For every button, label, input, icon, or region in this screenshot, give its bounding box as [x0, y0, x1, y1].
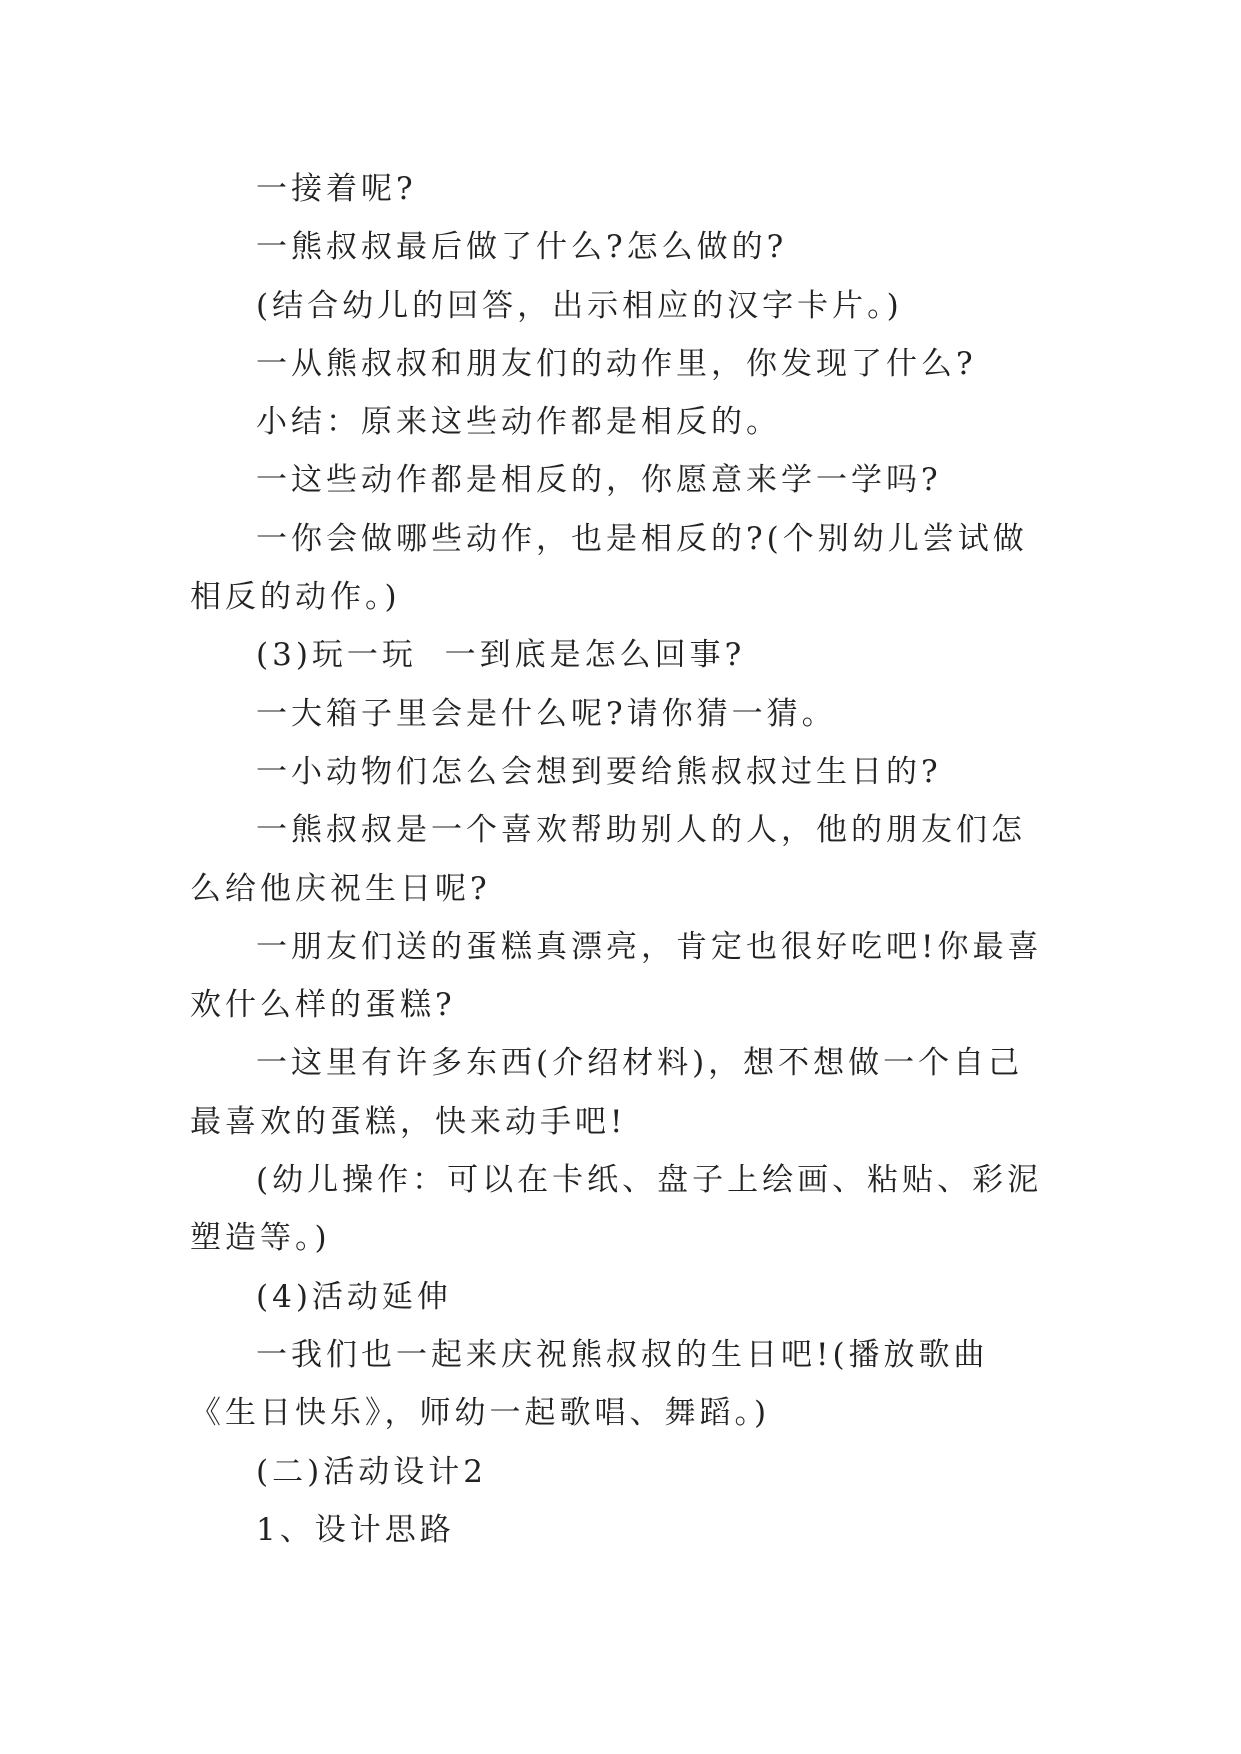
paragraph: (二)活动设计2: [256, 1453, 487, 1490]
paragraph: 一这些动作都是相反的，你愿意来学一学吗?: [256, 462, 942, 499]
paragraph: 一熊叔叔最后做了什么?怎么做的?: [256, 229, 788, 266]
paragraph: 一我们也一起来庆祝熊叔叔的生日吧!(播放歌曲《生日快乐》，师幼一起歌唱、舞蹈。): [190, 1336, 989, 1432]
paragraph: (幼儿操作：可以在卡纸、盘子上绘画、粘贴、彩泥塑造等。): [190, 1162, 1043, 1257]
paragraph: 1、设计思路: [256, 1511, 455, 1548]
paragraph: 小结：原来这些动作都是相反的。: [256, 404, 781, 441]
paragraph: (结合幼儿的回答，出示相应的汉字卡片。): [256, 287, 903, 324]
paragraph: 一朋友们送的蛋糕真漂亮，肯定也很好吃吧!你最喜欢什么样的蛋糕?: [190, 928, 1043, 1024]
paragraph: 一这里有许多东西(介绍材料)，想不想做一个自己最喜欢的蛋糕，快来动手吧!: [190, 1045, 1024, 1140]
document-body: [190, 160, 1058, 1559]
paragraph: 一你会做哪些动作，也是相反的?(个别幼儿尝试做相反的动作。): [190, 520, 1028, 616]
paragraph: (3)玩一玩 一到底是怎么回事?: [256, 637, 746, 674]
paragraph: 一大箱子里会是什么呢?请你猜一猜。: [256, 695, 837, 732]
paragraph: 一小动物们怎么会想到要给熊叔叔过生日的?: [256, 753, 942, 790]
paragraph: (4)活动延伸: [256, 1278, 452, 1315]
paragraph: 一从熊叔叔和朋友们的动作里，你发现了什么?: [256, 345, 977, 382]
paragraph: 一熊叔叔是一个喜欢帮助别人的人，他的朋友们怎么给他庆祝生日呢?: [190, 812, 1026, 907]
paragraph: 一接着呢?: [256, 171, 417, 207]
